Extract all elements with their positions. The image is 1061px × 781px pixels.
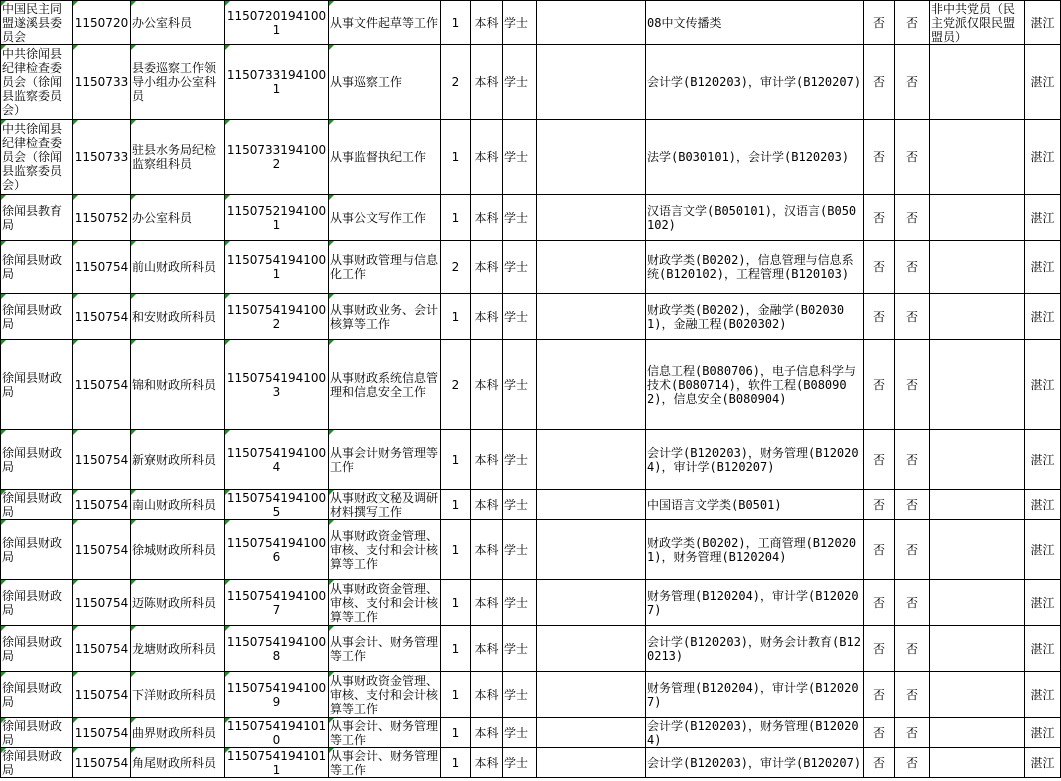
department-cell[interactable]: 徐闻县财政局 <box>1 430 73 490</box>
degree-cell[interactable]: 学士 <box>503 241 537 294</box>
department-code-cell[interactable]: 1150754 <box>73 672 131 718</box>
education-cell[interactable]: 本科 <box>471 748 503 778</box>
degree-cell[interactable]: 学士 <box>503 1 537 45</box>
position-code-cell[interactable]: 11507541941002 <box>225 294 329 340</box>
department-code-cell[interactable]: 1150754 <box>73 520 131 580</box>
location-cell[interactable]: 湛江 <box>1025 626 1061 672</box>
requirement-cell[interactable]: 否 <box>895 120 930 195</box>
position-cell[interactable]: 角尾财政所科员 <box>131 748 225 778</box>
position-code-cell[interactable]: 11507541941007 <box>225 580 329 626</box>
education-cell[interactable]: 本科 <box>471 580 503 626</box>
position-code-cell[interactable]: 11507331941001 <box>225 45 329 120</box>
department-code-cell[interactable]: 1150754 <box>73 748 131 778</box>
location-cell[interactable]: 湛江 <box>1025 1 1061 45</box>
headcount-cell[interactable]: 2 <box>441 45 471 120</box>
position-cell[interactable]: 下洋财政所科员 <box>131 672 225 718</box>
degree-cell[interactable]: 学士 <box>503 672 537 718</box>
headcount-cell[interactable]: 1 <box>441 294 471 340</box>
remark-cell[interactable] <box>930 120 1025 195</box>
department-cell[interactable]: 徐闻县财政局 <box>1 294 73 340</box>
department-code-cell[interactable]: 1150754 <box>73 626 131 672</box>
major-cell[interactable]: 汉语言文学(B050101)，汉语言(B050102) <box>646 195 864 241</box>
duty-cell[interactable]: 从事财政业务、会计核算等工作 <box>329 294 441 340</box>
empty-cell[interactable] <box>537 580 646 626</box>
position-code-cell[interactable]: 11507541941005 <box>225 490 329 520</box>
table-row <box>1 748 1061 778</box>
department-code-cell[interactable]: 1150733 <box>73 120 131 195</box>
location-cell[interactable]: 湛江 <box>1025 520 1061 580</box>
position-code-cell[interactable]: 11507541941008 <box>225 626 329 672</box>
duty-cell[interactable]: 从事财政文秘及调研材料撰写工作 <box>329 490 441 520</box>
department-cell[interactable]: 徐闻县财政局 <box>1 580 73 626</box>
education-cell[interactable]: 本科 <box>471 718 503 748</box>
major-cell[interactable]: 会计学(B120203)，审计学(B120207) <box>646 748 864 778</box>
table-row <box>1 195 1061 241</box>
position-code-cell[interactable]: 11507541941004 <box>225 430 329 490</box>
empty-cell[interactable] <box>537 430 646 490</box>
education-cell[interactable]: 本科 <box>471 626 503 672</box>
department-code-cell[interactable]: 1150752 <box>73 195 131 241</box>
empty-cell[interactable] <box>537 672 646 718</box>
degree-cell[interactable]: 学士 <box>503 120 537 195</box>
major-cell[interactable]: 信息工程(B080706)，电子信息科学与技术(B080714)，软件工程(B080902)，信息安全(B080904) <box>646 340 864 430</box>
requirement-cell[interactable]: 否 <box>895 195 930 241</box>
major-cell[interactable]: 财务管理(B120204)，审计学(B120207) <box>646 580 864 626</box>
position-cell[interactable]: 办公室科员 <box>131 195 225 241</box>
major-cell[interactable]: 08中文传播类 <box>646 1 864 45</box>
department-code-cell[interactable]: 1150754 <box>73 241 131 294</box>
education-cell[interactable]: 本科 <box>471 120 503 195</box>
department-code-cell[interactable]: 1150733 <box>73 45 131 120</box>
location-cell[interactable]: 湛江 <box>1025 340 1061 430</box>
department-code-cell[interactable]: 1150754 <box>73 430 131 490</box>
remark-cell[interactable] <box>930 294 1025 340</box>
table-row <box>1 340 1061 430</box>
major-cell[interactable]: 会计学(B120203)，审计学(B120207) <box>646 45 864 120</box>
requirement-cell[interactable]: 否 <box>895 520 930 580</box>
location-cell[interactable]: 湛江 <box>1025 490 1061 520</box>
empty-cell[interactable] <box>537 241 646 294</box>
headcount-cell[interactable]: 1 <box>441 520 471 580</box>
empty-cell[interactable] <box>537 1 646 45</box>
location-cell[interactable]: 湛江 <box>1025 580 1061 626</box>
headcount-cell[interactable]: 2 <box>441 340 471 430</box>
duty-cell[interactable]: 从事公文写作工作 <box>329 195 441 241</box>
requirement-cell[interactable]: 否 <box>864 45 895 120</box>
duty-cell[interactable]: 从事财政管理与信息化工作 <box>329 241 441 294</box>
requirement-cell[interactable]: 否 <box>895 294 930 340</box>
department-cell[interactable]: 中国民主同盟遂溪县委员会 <box>1 1 73 45</box>
position-code-cell[interactable]: 11507541941011 <box>225 748 329 778</box>
position-cell[interactable]: 新寮财政所科员 <box>131 430 225 490</box>
remark-cell[interactable] <box>930 672 1025 718</box>
remark-cell[interactable] <box>930 748 1025 778</box>
requirement-cell[interactable]: 否 <box>895 430 930 490</box>
remark-cell[interactable] <box>930 430 1025 490</box>
education-cell[interactable]: 本科 <box>471 672 503 718</box>
table-row <box>1 45 1061 120</box>
empty-cell[interactable] <box>537 718 646 748</box>
headcount-cell[interactable]: 1 <box>441 580 471 626</box>
requirement-cell[interactable]: 否 <box>864 626 895 672</box>
position-cell[interactable]: 迈陈财政所科员 <box>131 580 225 626</box>
location-cell[interactable]: 湛江 <box>1025 45 1061 120</box>
location-cell[interactable]: 湛江 <box>1025 430 1061 490</box>
position-cell[interactable]: 南山财政所科员 <box>131 490 225 520</box>
location-cell[interactable]: 湛江 <box>1025 748 1061 778</box>
remark-cell[interactable]: 非中共党员（民主党派仅限民盟盟员） <box>930 1 1025 45</box>
headcount-cell[interactable]: 1 <box>441 120 471 195</box>
requirement-cell[interactable]: 否 <box>864 672 895 718</box>
degree-cell[interactable]: 学士 <box>503 340 537 430</box>
table-body <box>1 1 1061 778</box>
empty-cell[interactable] <box>537 120 646 195</box>
location-cell[interactable]: 湛江 <box>1025 120 1061 195</box>
headcount-cell[interactable]: 1 <box>441 626 471 672</box>
location-cell[interactable]: 湛江 <box>1025 294 1061 340</box>
table-row <box>1 580 1061 626</box>
position-code-cell[interactable]: 11507541941009 <box>225 672 329 718</box>
requirement-cell[interactable]: 否 <box>895 241 930 294</box>
empty-cell[interactable] <box>537 195 646 241</box>
degree-cell[interactable]: 学士 <box>503 520 537 580</box>
remark-cell[interactable] <box>930 45 1025 120</box>
table-row <box>1 294 1061 340</box>
duty-cell[interactable]: 从事财政资金管理、审核、支付和会计核算等工作 <box>329 672 441 718</box>
department-code-cell[interactable]: 1150754 <box>73 580 131 626</box>
degree-cell[interactable]: 学士 <box>503 580 537 626</box>
position-cell[interactable]: 龙塘财政所科员 <box>131 626 225 672</box>
requirement-cell[interactable]: 否 <box>864 580 895 626</box>
education-cell[interactable]: 本科 <box>471 490 503 520</box>
headcount-cell[interactable]: 1 <box>441 748 471 778</box>
remark-cell[interactable] <box>930 340 1025 430</box>
position-cell[interactable]: 驻县水务局纪检监察组科员 <box>131 120 225 195</box>
position-code-cell[interactable]: 11507541941001 <box>225 241 329 294</box>
table-row <box>1 120 1061 195</box>
table-row <box>1 520 1061 580</box>
degree-cell[interactable]: 学士 <box>503 490 537 520</box>
requirement-cell[interactable]: 否 <box>864 340 895 430</box>
remark-cell[interactable] <box>930 195 1025 241</box>
table-row <box>1 626 1061 672</box>
education-cell[interactable]: 本科 <box>471 520 503 580</box>
requirement-cell[interactable]: 否 <box>895 580 930 626</box>
department-cell[interactable]: 徐闻县财政局 <box>1 626 73 672</box>
empty-cell[interactable] <box>537 626 646 672</box>
table-row <box>1 430 1061 490</box>
requirement-cell[interactable]: 否 <box>895 1 930 45</box>
table-row <box>1 241 1061 294</box>
requirement-cell[interactable]: 否 <box>864 520 895 580</box>
headcount-cell[interactable]: 1 <box>441 490 471 520</box>
position-code-cell[interactable]: 11507521941001 <box>225 195 329 241</box>
requirement-cell[interactable]: 否 <box>895 672 930 718</box>
department-cell[interactable]: 徐闻县财政局 <box>1 340 73 430</box>
department-cell[interactable]: 徐闻县财政局 <box>1 672 73 718</box>
requirement-cell[interactable]: 否 <box>895 340 930 430</box>
duty-cell[interactable]: 从事巡察工作 <box>329 45 441 120</box>
duty-cell[interactable]: 从事财政资金管理、审核、支付和会计核算等工作 <box>329 580 441 626</box>
position-cell[interactable]: 曲界财政所科员 <box>131 718 225 748</box>
requirement-cell[interactable]: 否 <box>864 241 895 294</box>
duty-cell[interactable]: 从事财政系统信息管理和信息安全工作 <box>329 340 441 430</box>
empty-cell[interactable] <box>537 340 646 430</box>
duty-cell[interactable]: 从事会计、财务管理等工作 <box>329 748 441 778</box>
education-cell[interactable]: 本科 <box>471 1 503 45</box>
degree-cell[interactable]: 学士 <box>503 626 537 672</box>
department-cell[interactable]: 中共徐闻县纪律检查委员会（徐闻县监察委员会） <box>1 120 73 195</box>
location-cell[interactable]: 湛江 <box>1025 672 1061 718</box>
position-cell[interactable]: 办公室科员 <box>131 1 225 45</box>
remark-cell[interactable] <box>930 626 1025 672</box>
empty-cell[interactable] <box>537 520 646 580</box>
department-code-cell[interactable]: 1150754 <box>73 294 131 340</box>
requirement-cell[interactable]: 否 <box>895 626 930 672</box>
position-code-cell[interactable]: 11507201941001 <box>225 1 329 45</box>
position-code-cell[interactable]: 11507541941006 <box>225 520 329 580</box>
department-code-cell[interactable]: 1150754 <box>73 340 131 430</box>
position-cell[interactable]: 前山财政所科员 <box>131 241 225 294</box>
position-cell[interactable]: 和安财政所科员 <box>131 294 225 340</box>
requirement-cell[interactable]: 否 <box>864 748 895 778</box>
degree-cell[interactable]: 学士 <box>503 45 537 120</box>
requirement-cell[interactable]: 否 <box>895 490 930 520</box>
degree-cell[interactable]: 学士 <box>503 718 537 748</box>
requirement-cell[interactable]: 否 <box>864 430 895 490</box>
education-cell[interactable]: 本科 <box>471 45 503 120</box>
table-row <box>1 672 1061 718</box>
department-code-cell[interactable]: 1150754 <box>73 718 131 748</box>
headcount-cell[interactable]: 1 <box>441 672 471 718</box>
department-cell[interactable]: 徐闻县教育局 <box>1 195 73 241</box>
major-cell[interactable]: 财政学类(B0202)，信息管理与信息系统(B120102)，工程管理(B120103) <box>646 241 864 294</box>
education-cell[interactable]: 本科 <box>471 430 503 490</box>
requirement-cell[interactable]: 否 <box>864 294 895 340</box>
location-cell[interactable]: 湛江 <box>1025 718 1061 748</box>
position-cell[interactable]: 县委巡察工作领导小组办公室科员 <box>131 45 225 120</box>
requirement-cell[interactable]: 否 <box>864 718 895 748</box>
duty-cell[interactable]: 从事会计、财务管理等工作 <box>329 718 441 748</box>
empty-cell[interactable] <box>537 45 646 120</box>
major-cell[interactable]: 财政学类(B0202)，工商管理(B120201)，财务管理(B120204) <box>646 520 864 580</box>
department-cell[interactable]: 徐闻县财政局 <box>1 748 73 778</box>
department-cell[interactable]: 徐闻县财政局 <box>1 241 73 294</box>
empty-cell[interactable] <box>537 490 646 520</box>
degree-cell[interactable]: 学士 <box>503 430 537 490</box>
major-cell[interactable]: 会计学(B120203)，财务管理(B120204)，审计学(B120207) <box>646 430 864 490</box>
duty-cell[interactable]: 从事会计、财务管理等工作 <box>329 626 441 672</box>
duty-cell[interactable]: 从事会计财务管理等工作 <box>329 430 441 490</box>
position-code-cell[interactable]: 11507331941002 <box>225 120 329 195</box>
degree-cell[interactable]: 学士 <box>503 294 537 340</box>
education-cell[interactable]: 本科 <box>471 195 503 241</box>
headcount-cell[interactable]: 1 <box>441 195 471 241</box>
department-cell[interactable]: 中共徐闻县纪律检查委员会（徐闻县监察委员会） <box>1 45 73 120</box>
empty-cell[interactable] <box>537 294 646 340</box>
major-cell[interactable]: 财务管理(B120204)，审计学(B120207) <box>646 672 864 718</box>
major-cell[interactable]: 法学(B030101)，会计学(B120203) <box>646 120 864 195</box>
major-cell[interactable]: 中国语言文学类(B0501) <box>646 490 864 520</box>
position-code-cell[interactable]: 11507541941010 <box>225 718 329 748</box>
education-cell[interactable]: 本科 <box>471 340 503 430</box>
education-cell[interactable]: 本科 <box>471 241 503 294</box>
position-cell[interactable]: 徐城财政所科员 <box>131 520 225 580</box>
major-cell[interactable]: 会计学(B120203)，财务管理(B120204) <box>646 718 864 748</box>
requirement-cell[interactable]: 否 <box>895 748 930 778</box>
department-cell[interactable]: 徐闻县财政局 <box>1 718 73 748</box>
headcount-cell[interactable]: 1 <box>441 718 471 748</box>
duty-cell[interactable]: 从事监督执纪工作 <box>329 120 441 195</box>
remark-cell[interactable] <box>930 490 1025 520</box>
table-row <box>1 490 1061 520</box>
remark-cell[interactable] <box>930 718 1025 748</box>
remark-cell[interactable] <box>930 580 1025 626</box>
location-cell[interactable]: 湛江 <box>1025 241 1061 294</box>
headcount-cell[interactable]: 1 <box>441 430 471 490</box>
remark-cell[interactable] <box>930 520 1025 580</box>
requirement-cell[interactable]: 否 <box>864 490 895 520</box>
headcount-cell[interactable]: 1 <box>441 1 471 45</box>
department-cell[interactable]: 徐闻县财政局 <box>1 490 73 520</box>
education-cell[interactable]: 本科 <box>471 294 503 340</box>
position-code-cell[interactable]: 11507541941003 <box>225 340 329 430</box>
table-row <box>1 1 1061 45</box>
requirement-cell[interactable]: 否 <box>864 120 895 195</box>
major-cell[interactable]: 会计学(B120203)，财务会计教育(B120213) <box>646 626 864 672</box>
duty-cell[interactable]: 从事文件起草等工作 <box>329 1 441 45</box>
headcount-cell[interactable]: 2 <box>441 241 471 294</box>
duty-cell[interactable]: 从事财政资金管理、审核、支付和会计核算等工作 <box>329 520 441 580</box>
degree-cell[interactable]: 学士 <box>503 748 537 778</box>
requirement-cell[interactable]: 否 <box>895 45 930 120</box>
location-cell[interactable]: 湛江 <box>1025 195 1061 241</box>
degree-cell[interactable]: 学士 <box>503 195 537 241</box>
requirement-cell[interactable]: 否 <box>864 195 895 241</box>
department-cell[interactable]: 徐闻县财政局 <box>1 520 73 580</box>
requirement-cell[interactable]: 否 <box>864 1 895 45</box>
major-cell[interactable]: 财政学类(B0202)，金融学(B020301)，金融工程(B020302) <box>646 294 864 340</box>
table-row <box>1 718 1061 748</box>
empty-cell[interactable] <box>537 748 646 778</box>
requirement-cell[interactable]: 否 <box>895 718 930 748</box>
department-code-cell[interactable]: 1150720 <box>73 1 131 45</box>
position-cell[interactable]: 锦和财政所科员 <box>131 340 225 430</box>
department-code-cell[interactable]: 1150754 <box>73 490 131 520</box>
remark-cell[interactable] <box>930 241 1025 294</box>
